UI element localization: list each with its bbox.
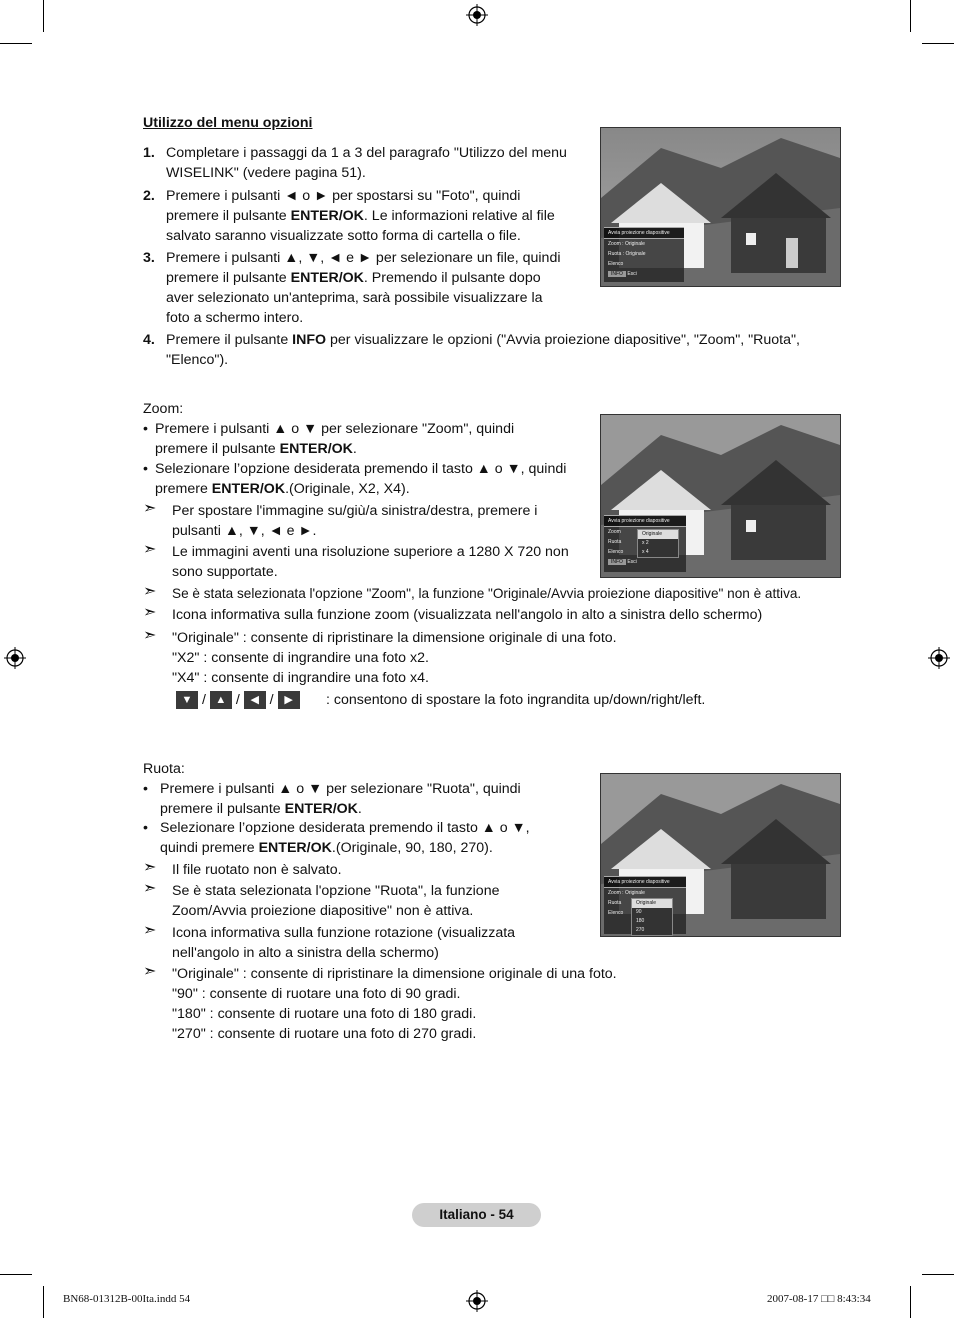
dropdown-option[interactable]: x 4 (642, 549, 649, 555)
note-arrow-icon: ➣ (143, 922, 157, 939)
key-row (176, 690, 300, 710)
zoom-bullet (155, 419, 514, 459)
bullet-icon: • (143, 461, 148, 477)
print-date: 2007-08-17 □□ 8:43:34 (767, 1293, 871, 1305)
text-line: salvato saranno visualizzate sotto forma di cartella o file. (166, 228, 521, 244)
osd-title: Avvia proiezione diapositive (604, 515, 686, 527)
dropdown-option[interactable]: Originale (638, 530, 678, 539)
text-line: "270" : consente di ruotare una foto di 270 gradi. (172, 1026, 477, 1042)
osd-exit: Esci (627, 559, 637, 565)
crop-mark (0, 1274, 32, 1275)
registration-mark-icon (466, 1290, 488, 1312)
text-line: "Originale" : consente di ripristinare la dimensione originale di una foto. (172, 630, 617, 646)
text-line: Se è stata selezionata l'opzione "Ruota", la funzione (172, 883, 500, 899)
osd-footer (604, 269, 684, 279)
text-line: Premere i pulsanti ▲ o ▼ per selezionare "Ruota", quindi (160, 781, 521, 797)
text-line: Selezionare l’opzione desiderata premendo il tasto ▲ o ▼, (160, 820, 530, 836)
text-line: pulsanti ▲, ▼, ◄ e ►. (172, 523, 317, 539)
registration-mark-icon (466, 4, 488, 26)
text-line: "90" : consente di ruotare una foto di 90 gradi. (172, 986, 461, 1002)
zoom-dropdown[interactable] (637, 529, 679, 558)
ruota-note (172, 881, 499, 921)
file-info: BN68-01312B-00Ita.indd 54 (63, 1293, 191, 1305)
osd-row: Zoom : Originale (608, 241, 645, 247)
info-key-icon: INFO (608, 559, 626, 565)
bullet-icon: • (143, 421, 148, 437)
zoom-label: Zoom: (143, 401, 184, 417)
osd-title: Avvia proiezione diapositive (604, 227, 684, 239)
step-number: 3. (143, 250, 155, 266)
dropdown-option[interactable]: Originale (632, 899, 672, 908)
osd-row: Elenco (608, 910, 624, 916)
text-line: Premere il pulsante INFO per visualizzare le opzioni ("Avvia proiezione diapositive", "Zoom", "Ruota", (166, 332, 800, 348)
text-line: foto a schermo intero. (166, 310, 304, 326)
zoom-note (172, 605, 762, 625)
key-description: : consentono di spostare la foto ingrandita up/down/right/left. (326, 692, 706, 708)
zoom-note (172, 542, 569, 582)
zoom-note (172, 501, 537, 541)
note-arrow-icon: ➣ (143, 859, 157, 876)
text-line: "X4" : consente di ingrandire una foto x4. (172, 670, 429, 686)
ruota-bullet (160, 779, 521, 819)
text-line: Il file ruotato non è salvato. (172, 862, 342, 878)
photo-screenshot (600, 773, 841, 937)
crop-mark (910, 0, 911, 32)
text-line: "180" : consente di ruotare una foto di 180 gradi. (172, 1006, 477, 1022)
osd-exit: Esci (627, 271, 637, 277)
bullet-icon: • (143, 781, 148, 797)
osd-row: Zoom : Originale (608, 890, 645, 896)
photo-screenshot (600, 414, 841, 578)
osd-row: Zoom (608, 529, 621, 535)
dropdown-option[interactable]: 90 (636, 909, 642, 915)
step-text: Completare i passaggi da 1 a 3 del paragrafo "Utilizzo del menu (166, 145, 567, 161)
dropdown-option[interactable]: 180 (636, 918, 645, 924)
right-key-icon: ▶ (278, 691, 300, 709)
photo-screenshot (600, 127, 841, 287)
ruota-note (172, 964, 617, 1044)
step-number: 1. (143, 145, 155, 161)
key-separator: / (201, 692, 206, 708)
osd-row: Elenco (608, 549, 624, 555)
text-line: Icona informativa sulla funzione rotazione (visualizzata (172, 925, 516, 941)
note-arrow-icon: ➣ (143, 604, 157, 621)
note-arrow-icon: ➣ (143, 963, 157, 980)
note-arrow-icon: ➣ (143, 880, 157, 897)
text-line: Se è stata selezionata l'opzione "Zoom", la funzione "Originale/Avvia proiezione diapositive" non è attiva. (172, 586, 802, 601)
step-number: 2. (143, 188, 155, 204)
text-line: "X2" : consente di ingrandire una foto x2. (172, 650, 429, 666)
text-line: premere il pulsante ENTER/OK. (155, 441, 357, 457)
step-number: 4. (143, 332, 155, 348)
step-text: WISELINK" (vedere pagina 51). (166, 165, 366, 181)
zoom-bullet (155, 459, 566, 499)
osd-row: Ruota : Originale (608, 251, 646, 257)
text-line: "Elenco"). (166, 352, 229, 368)
text-line: Premere i pulsanti ▲, ▼, ◄ e ► per selezionare un file, quindi (166, 250, 561, 266)
down-key-icon: ▼ (176, 691, 198, 709)
osd-row: Ruota (608, 539, 622, 545)
osd-title: Avvia proiezione diapositive (604, 876, 686, 888)
dropdown-option[interactable]: x 2 (642, 540, 649, 546)
ruota-note (172, 860, 342, 880)
note-arrow-icon: ➣ (143, 500, 157, 517)
step-text-block (166, 330, 800, 370)
text-line: "Originale" : consente di ripristinare la dimensione originale di una foto. (172, 966, 617, 982)
step-text-block (166, 248, 561, 328)
text-line: premere ENTER/OK.(Originale, X2, X4). (155, 481, 410, 497)
text-line: Le immagini aventi una risoluzione superiore a 1280 X 720 non (172, 544, 569, 560)
zoom-note (172, 628, 617, 688)
text-line: Selezionare l’opzione desiderata premendo il tasto ▲ o ▼, quindi (155, 461, 567, 477)
left-key-icon: ◀ (244, 691, 266, 709)
zoom-note (172, 584, 801, 604)
options-osd (604, 227, 684, 282)
section-heading: Utilizzo del menu opzioni (143, 115, 313, 131)
crop-mark (43, 1286, 44, 1318)
rotate-dropdown[interactable] (631, 898, 673, 936)
text-line: Premere i pulsanti ◄ o ► per spostarsi su "Foto", quindi (166, 188, 521, 204)
text-line: Premere i pulsanti ▲ o ▼ per selezionare "Zoom", quindi (155, 421, 515, 437)
ruota-note (172, 923, 515, 963)
bullet-icon: • (143, 820, 148, 836)
ruota-label: Ruota: (143, 761, 185, 777)
text-line: aver selezionato un'anteprima, sarà possibile visualizzare la (166, 290, 543, 306)
up-key-icon: ▲ (210, 691, 232, 709)
key-separator: / (235, 692, 240, 708)
note-arrow-icon: ➣ (143, 583, 157, 600)
registration-mark-icon (4, 647, 26, 669)
registration-mark-icon (928, 647, 950, 669)
text-line: premere il pulsante ENTER/OK. (160, 801, 362, 817)
crop-mark (922, 1274, 954, 1275)
text-line: premere il pulsante ENTER/OK. Premendo il pulsante dopo (166, 270, 541, 286)
text-line: quindi premere ENTER/OK.(Originale, 90, 180, 270). (160, 840, 493, 856)
crop-mark (922, 43, 954, 44)
ruota-bullet (160, 818, 530, 858)
key-separator: / (269, 692, 274, 708)
crop-mark (910, 1286, 911, 1318)
osd-footer (604, 557, 686, 567)
text-line: nell'angolo in alto a sinistra della schermo) (172, 945, 439, 961)
text-line: Zoom/Avvia proiezione diapositive" non è attiva. (172, 903, 474, 919)
text-line: Icona informativa sulla funzione zoom (visualizzata nell'angolo in alto a sinistra dello schermo) (172, 607, 763, 623)
text-line: sono supportate. (172, 564, 278, 580)
osd-row: Ruota (608, 900, 622, 906)
note-arrow-icon: ➣ (143, 541, 157, 558)
info-key-icon: INFO (608, 271, 626, 277)
step-text-block (166, 186, 555, 246)
osd-row: Elenco (608, 261, 624, 267)
text-line: premere il pulsante ENTER/OK. Le informazioni relative al file (166, 208, 555, 224)
crop-mark (0, 43, 32, 44)
dropdown-option[interactable]: 270 (636, 927, 645, 933)
note-arrow-icon: ➣ (143, 627, 157, 644)
page-label: Italiano - 54 (412, 1203, 541, 1227)
crop-mark (43, 0, 44, 32)
text-line: Per spostare l'immagine su/giù/a sinistra/destra, premere i (172, 503, 538, 519)
